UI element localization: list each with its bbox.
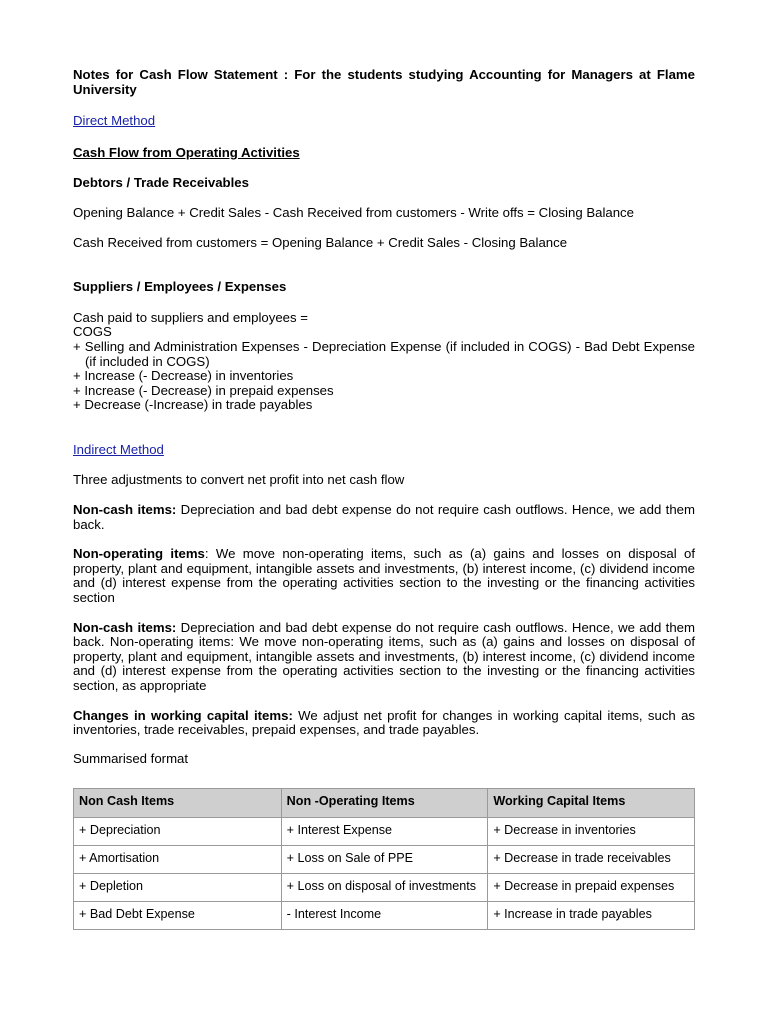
table-cell: + Interest Expense bbox=[281, 818, 488, 846]
table-cell: + Depreciation bbox=[74, 818, 282, 846]
direct-method-link[interactable]: Direct Method bbox=[73, 113, 156, 129]
cfo-heading: Cash Flow from Operating Activities bbox=[73, 144, 300, 160]
debtors-heading: Debtors / Trade Receivables bbox=[73, 175, 249, 191]
table-cell: + Loss on Sale of PPE bbox=[281, 846, 488, 874]
document-title: Notes for Cash Flow Statement : For the students studying Accounting for Managers at Flame University bbox=[73, 67, 695, 97]
noncash-paragraph-2 bbox=[73, 621, 695, 694]
table-row bbox=[74, 902, 695, 930]
table-row bbox=[74, 874, 695, 902]
debtors-formula-2: Cash Received from customers = Opening Balance + Credit Sales - Closing Balance bbox=[73, 234, 568, 250]
table-cell: + Increase in trade payables bbox=[488, 902, 695, 930]
nonop-paragraph bbox=[73, 547, 695, 605]
table-cell: + Bad Debt Expense bbox=[74, 902, 282, 930]
noncash-label: Non-cash items: bbox=[73, 502, 177, 518]
suppliers-cogs: COGS bbox=[73, 324, 112, 340]
document-body bbox=[73, 68, 695, 766]
suppliers-heading: Suppliers / Employees / Expenses bbox=[73, 279, 287, 295]
list-item: + Selling and Administration Expenses - Depreciation Expense (if included in COGS) - Bad Debt Expense (if included in COGS) bbox=[73, 338, 695, 369]
table-cell: + Loss on disposal of investments bbox=[281, 874, 488, 902]
list-item: + Increase (- Decrease) in inventories bbox=[73, 368, 294, 384]
header-working-capital: Working Capital Items bbox=[488, 789, 695, 818]
noncash-paragraph bbox=[73, 503, 695, 532]
noncash2-label: Non-cash items: bbox=[73, 619, 177, 635]
table-row bbox=[74, 818, 695, 846]
table-cell: - Interest Income bbox=[281, 902, 488, 930]
table-cell: + Decrease in trade receivables bbox=[488, 846, 695, 874]
suppliers-list bbox=[73, 340, 695, 413]
table-cell: + Decrease in prepaid expenses bbox=[488, 874, 695, 902]
wc-text: We adjust net profit for changes in working capital items, such as inventories, trade receivables, prepaid expenses, and trade payables. bbox=[73, 707, 695, 738]
indirect-method-link[interactable]: Indirect Method bbox=[73, 441, 164, 457]
wc-label: Changes in working capital items: bbox=[73, 707, 293, 723]
summary-label: Summarised format bbox=[73, 750, 189, 766]
indirect-intro: Three adjustments to convert net profit into net cash flow bbox=[73, 471, 405, 487]
list-item: + Increase (- Decrease) in prepaid expenses bbox=[73, 382, 334, 398]
wc-paragraph bbox=[73, 709, 695, 738]
list-item: + Decrease (-Increase) in trade payables bbox=[73, 397, 313, 413]
table-row bbox=[74, 846, 695, 874]
header-noncash: Non Cash Items bbox=[74, 789, 282, 818]
table-header-row bbox=[74, 789, 695, 818]
table-cell: + Decrease in inventories bbox=[488, 818, 695, 846]
table-cell: + Depletion bbox=[74, 874, 282, 902]
nonop-text: : We move non-operating items, such as (a) gains and losses on disposal of property, plant and equipment, intangible assets and investments, (b) interest income, (c) dividend income and (d) interest expense from the operating activities section to the investing or the financing activities section bbox=[73, 546, 695, 606]
header-nonoperating: Non -Operating Items bbox=[281, 789, 488, 818]
nonop-label: Non-operating items bbox=[73, 546, 205, 562]
noncash2-text: Depreciation and bad debt expense do not require cash outflows. Hence, we add them back. Non-operating items: We move non-operating items, such as (a) gains and losses on disposal of property, plant and equipment, intangible assets and investments, (b) interest income, (c) dividend income and (d) interest expense from the operating activities section to the investing or the financing activities section, as appropriate bbox=[73, 619, 696, 694]
noncash-text: Depreciation and bad debt expense do not require cash outflows. Hence, we add them back. bbox=[73, 502, 696, 532]
table-cell: + Amortisation bbox=[74, 846, 282, 874]
suppliers-intro: Cash paid to suppliers and employees = bbox=[73, 309, 308, 325]
debtors-formula-1: Opening Balance + Credit Sales - Cash Received from customers - Write offs = Closing Balance bbox=[73, 204, 634, 220]
summary-table bbox=[73, 788, 695, 930]
